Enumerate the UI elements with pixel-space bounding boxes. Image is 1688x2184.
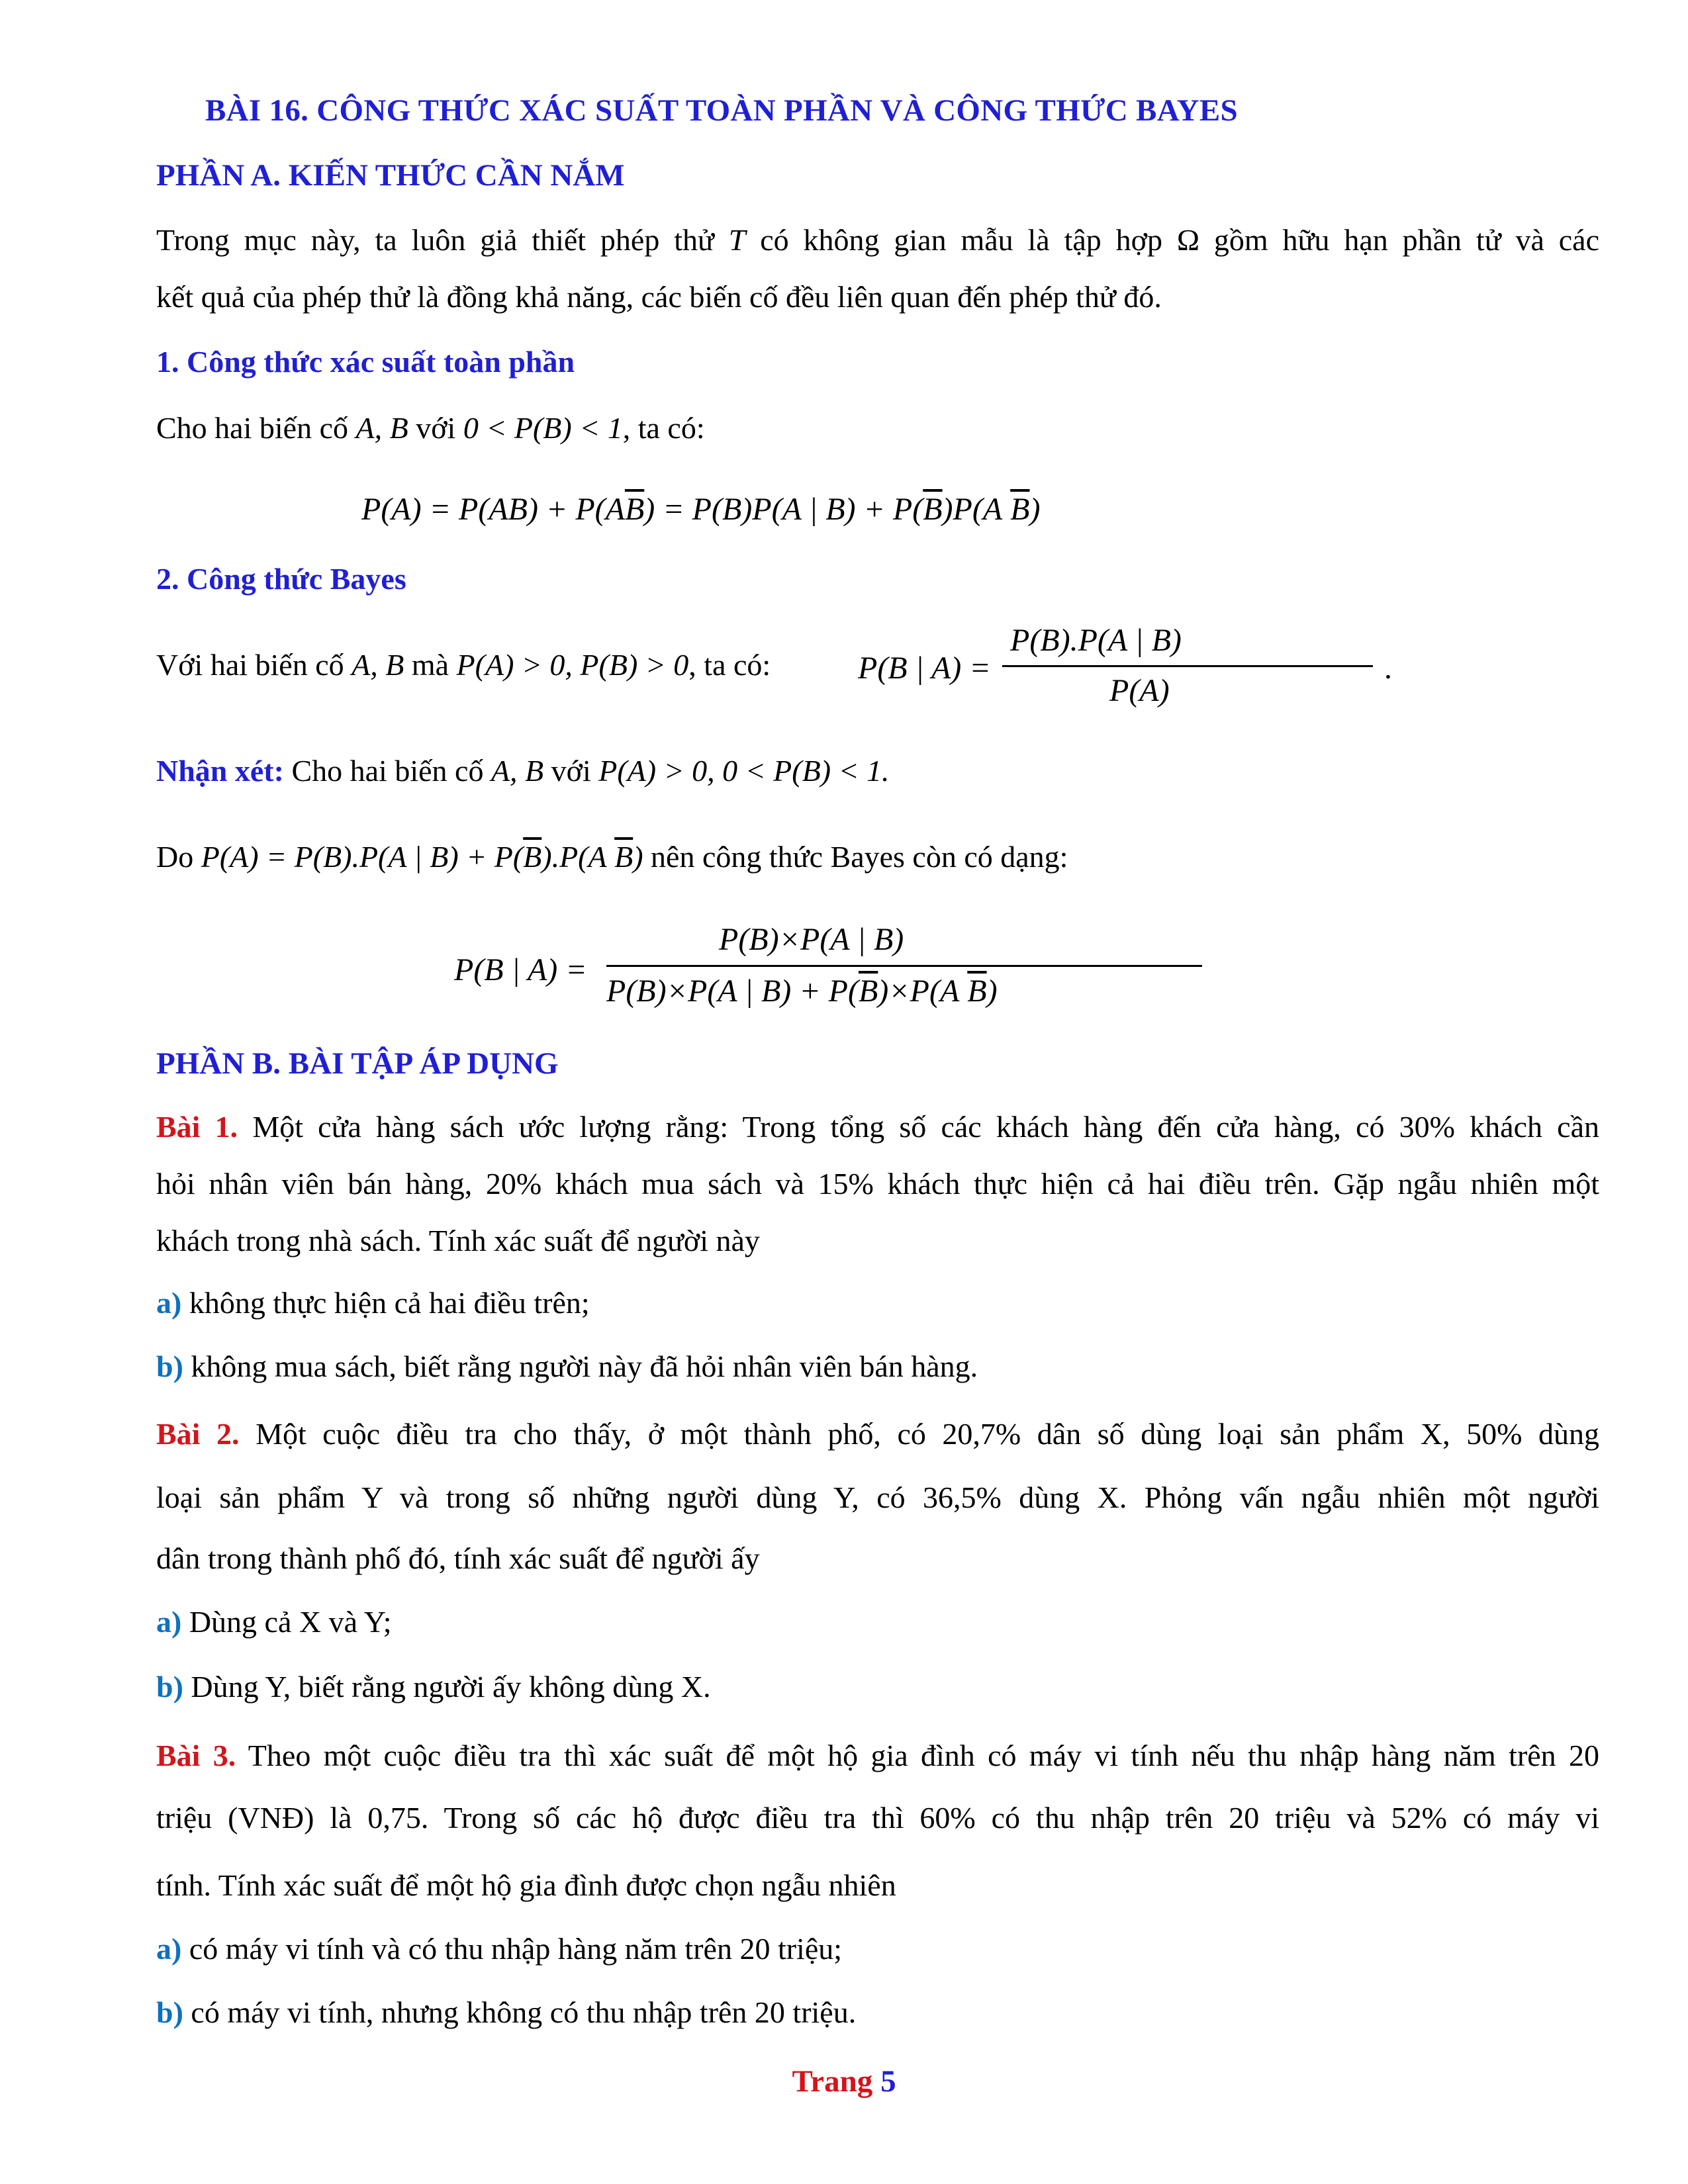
section-2-text: Với hai biến cố A, B mà P(A) > 0, P(B) > 0, ta có:	[156, 648, 771, 682]
bai2-line-3: dân trong thành phố đó, tính xác suất để người ấy	[156, 1541, 760, 1575]
bayes2-denominator: P(B)×P(A | $B) + P(\overline{B})\times P(A$ $\overline{B}$)	[606, 974, 998, 1009]
bai3-line-3: tính. Tính xác suất để một hộ gia đình được chọn ngẫu nhiên	[156, 1868, 896, 1902]
bai1-item-b: b) không mua sách, biết rằng người này đã hỏi nhân viên bán hàng.	[156, 1349, 978, 1383]
document-title: BÀI 16. CÔNG THỨC XÁC SUẤT TOÀN PHẦN VÀ CÔNG THỨC BAYES	[205, 93, 1238, 128]
bai3-item-a: a) có máy vi tính và có thu nhập hàng năm trên 20 triệu;	[156, 1932, 843, 1966]
bayes-lhs: P(B | A) =	[858, 651, 991, 686]
bai3-item-b: b) có máy vi tính, nhưng không có thu nhập trên 20 triệu.	[156, 1995, 857, 2029]
bai3-line-1: Bài 3. Theo một cuộc điều tra thì xác suất để một hộ gia đình có máy vi tính nếu thu nhập hàng năm trên 20	[156, 1739, 1599, 1772]
page-number: Trang 5	[792, 2064, 896, 2099]
intro-line-1: Trong mục này, ta luôn giả thiết phép thử T có không gian mẫu là tập hợp Ω gồm hữu hạn phần tử và các	[156, 223, 1600, 257]
total-probability-formula: $P(A) = P(AB) + P(A\overline{B}) = P(B)P(A$ | $B) + P(\overline{B})P(A$ $\overline{B}$)	[361, 492, 1041, 527]
part-b-heading: PHẦN B. BÀI TẬP ÁP DỤNG	[156, 1046, 559, 1081]
bai1-item-a: a) không thực hiện cả hai điều trên;	[156, 1286, 590, 1320]
section-1-text: Cho hai biến cố A, B với 0 < P(B) < 1, ta có:	[156, 411, 705, 445]
bai2-line-1: Bài 2. Một cuộc điều tra cho thấy, ở một thành phố, có 20,7% dân số dùng loại sản phẩm X, 50% dùng	[156, 1417, 1599, 1451]
bai2-line-2: loại sản phẩm Y và trong số những người dùng Y, có 36,5% dùng X. Phỏng vấn ngẫu nhiên một người	[156, 1480, 1599, 1514]
bai2-item-a: a) Dùng cả X và Y;	[156, 1605, 392, 1639]
bai1-line-2: hỏi nhân viên bán hàng, 20% khách mua sách và 15% khách thực hiện cả hai điều trên. Gặp ngẫu nhiên một	[156, 1167, 1599, 1201]
section-1-heading: 1. Công thức xác suất toàn phần	[156, 345, 575, 379]
part-a-heading: PHẦN A. KIẾN THỨC CẦN NẮM	[156, 158, 625, 193]
remark-do-line: Do P(A) = P(B).P(A | $B) + P(\overline{B}).P(A$ $\overline{B}$) nên công thức Bayes còn có dạng:	[156, 840, 1068, 874]
section-2-heading: 2. Công thức Bayes	[156, 562, 406, 596]
bai3-line-2: triệu (VNĐ) là 0,75. Trong số các hộ được điều tra thì 60% có thu nhập trên 20 triệu và 52% có máy vi	[156, 1801, 1599, 1835]
bayes-numerator: P(B).P(A | B)	[1010, 623, 1182, 658]
bayes2-numerator: P(B)×P(A | B)	[719, 922, 904, 957]
bayes2-fraction-line	[606, 965, 1202, 967]
bayes-denominator: P(A)	[1109, 673, 1170, 708]
bai1-line-3: khách trong nhà sách. Tính xác suất để người này	[156, 1224, 760, 1257]
bai2-item-b: b) Dùng Y, biết rằng người ấy không dùng X.	[156, 1670, 711, 1704]
intro-line-2: kết quả của phép thử là đồng khả năng, các biến cố đều liên quan đến phép thử đó.	[156, 280, 1162, 314]
bayes-period: .	[1384, 651, 1392, 686]
bayes2-lhs: P(B | A) =	[454, 952, 587, 987]
bayes-fraction-line	[1002, 665, 1373, 667]
remark: Nhận xét: Cho hai biến cố A, B với P(A) > 0, 0 < P(B) < 1.	[156, 754, 890, 788]
bai1-line-1: Bài 1. Một cửa hàng sách ước lượng rằng: Trong tổng số các khách hàng đến cửa hàng, có 30% khách cần	[156, 1110, 1600, 1144]
